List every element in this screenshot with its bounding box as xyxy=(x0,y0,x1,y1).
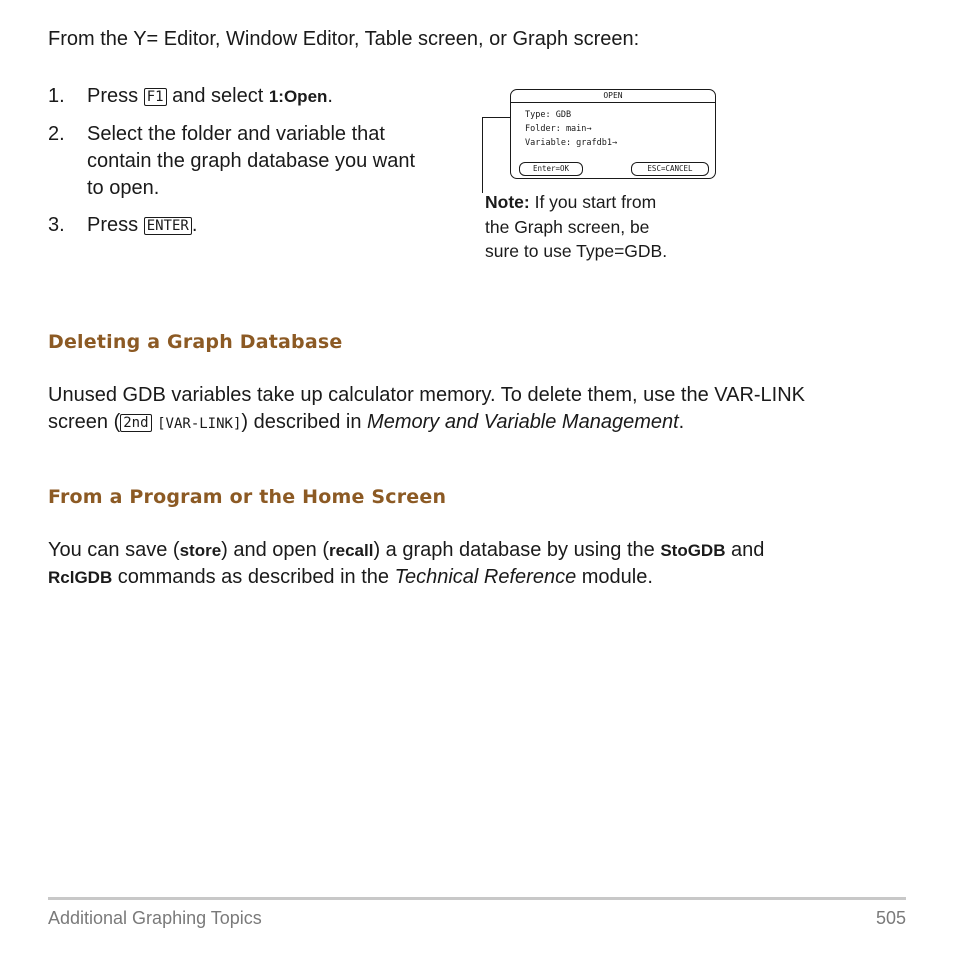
text-run: You can save ( xyxy=(48,539,180,561)
step-3-number: 3. xyxy=(48,214,65,236)
text-run: commands as described in the xyxy=(112,566,395,588)
enter-key: ENTER xyxy=(144,217,192,235)
section-heading-from-program: From a Program or the Home Screen xyxy=(48,486,447,508)
section2-line2 xyxy=(48,564,764,591)
var-link-key: [VAR-LINK] xyxy=(157,416,242,432)
page-number: 505 xyxy=(875,908,906,928)
rclgdb-command: RclGDB xyxy=(48,568,113,587)
footer-divider xyxy=(48,897,906,900)
section2-line1 xyxy=(48,537,764,564)
text-run: ) a graph database by using the xyxy=(373,539,661,561)
dialog-esc-cancel-button: ESC=CANCEL xyxy=(631,162,709,176)
2nd-key: 2nd xyxy=(120,414,151,432)
note-line: sure to use Type=GDB. xyxy=(485,241,668,261)
calculator-open-dialog-screenshot xyxy=(510,89,716,179)
step-1-press: Press xyxy=(87,85,139,107)
step-3-press: Press xyxy=(87,214,139,236)
section1-paragraph xyxy=(48,382,805,438)
step-3-end: . xyxy=(191,214,198,236)
stogdb-command: StoGDB xyxy=(660,541,726,560)
dialog-enter-ok-button: Enter=OK xyxy=(519,162,583,176)
callout-line xyxy=(482,117,483,193)
step-1-number: 1. xyxy=(48,85,65,107)
text-run: and xyxy=(725,539,765,561)
note-text: If you start from xyxy=(529,192,657,212)
step-2-line: to open. xyxy=(87,177,160,199)
store-command: store xyxy=(179,541,222,560)
text-run: . xyxy=(678,411,685,433)
footer-chapter-title: Additional Graphing Topics xyxy=(48,908,262,928)
dialog-folder-line: Folder: main→ xyxy=(525,124,592,134)
dialog-title: OPEN xyxy=(511,90,715,103)
text-run: ) described in xyxy=(241,411,368,433)
note-label: Note: xyxy=(485,192,530,212)
step-1-end: . xyxy=(327,85,333,107)
step-2-line: contain the graph database you want xyxy=(87,150,416,172)
text-run: ) and open ( xyxy=(221,539,330,561)
step-3-text xyxy=(87,212,197,239)
technical-reference: Technical Reference xyxy=(394,566,577,588)
step-2-number: 2. xyxy=(48,123,65,145)
text-run: module. xyxy=(576,566,653,588)
step-1-text xyxy=(87,83,333,110)
step-2-line: Select the folder and variable that xyxy=(87,123,385,145)
open-command: 1:Open xyxy=(268,87,328,106)
step-1-middle: and select xyxy=(172,85,264,107)
dialog-type-line: Type: GDB xyxy=(525,110,572,120)
section1-line1: Unused GDB variables take up calculator memory. To delete them, use the VAR-LINK xyxy=(48,384,806,406)
note-line: the Graph screen, be xyxy=(485,216,650,237)
section1-line2 xyxy=(48,409,805,438)
callout-line xyxy=(482,117,510,118)
section2-paragraph xyxy=(48,537,764,591)
side-note xyxy=(485,190,715,264)
f1-key: F1 xyxy=(144,88,167,106)
dialog-variable-line: Variable: grafdb1→ xyxy=(525,138,618,148)
section-heading-deleting: Deleting a Graph Database xyxy=(48,331,343,353)
text-run: screen ( xyxy=(48,411,121,433)
memory-management-reference: Memory and Variable Management xyxy=(367,411,679,433)
intro-text: From the Y= Editor, Window Editor, Table screen, or Graph screen: xyxy=(48,28,640,50)
recall-command: recall xyxy=(329,541,374,560)
step-2-text xyxy=(87,121,415,202)
